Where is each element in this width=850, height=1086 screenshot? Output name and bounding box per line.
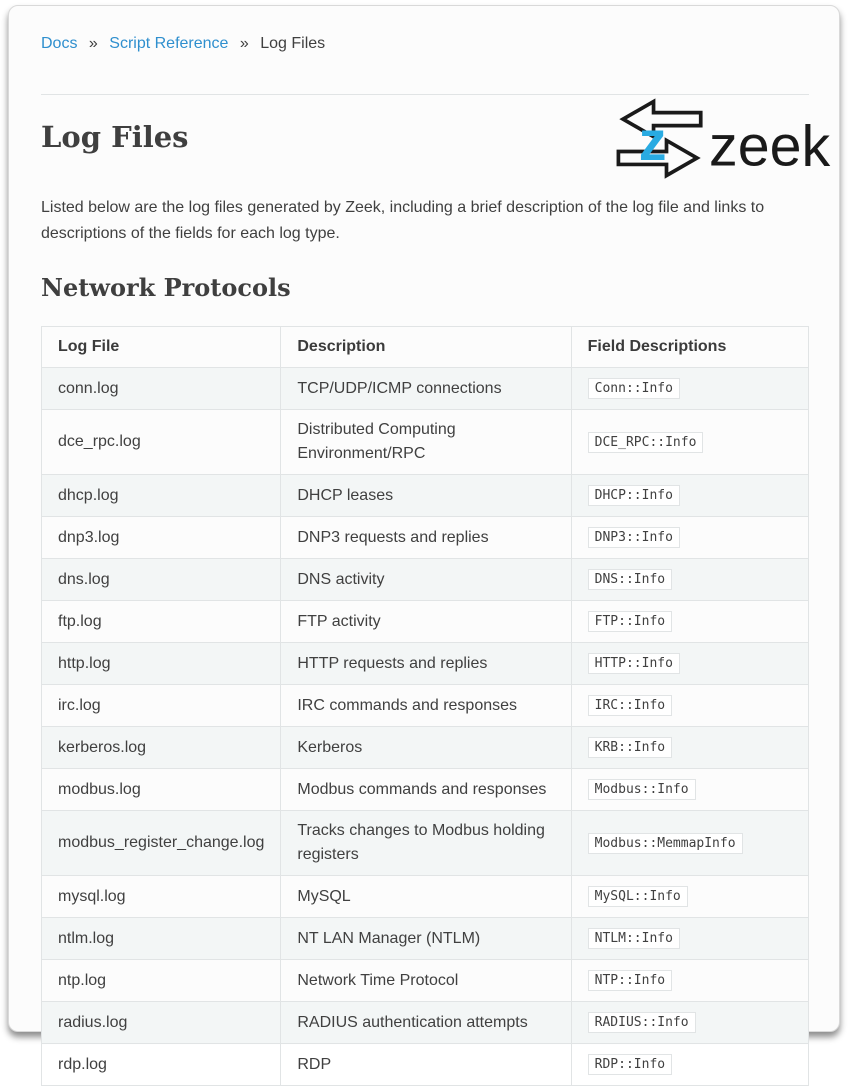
field-record-link[interactable]: DHCP::Info bbox=[588, 485, 680, 506]
table-row bbox=[42, 559, 809, 601]
log-file-cell: ftp.log bbox=[42, 601, 281, 643]
field-description-cell bbox=[571, 559, 808, 601]
field-record-link[interactable]: KRB::Info bbox=[588, 737, 672, 758]
description-cell: IRC commands and responses bbox=[281, 685, 571, 727]
log-file-cell: dce_rpc.log bbox=[42, 410, 281, 475]
log-file-cell: dns.log bbox=[42, 559, 281, 601]
field-description-cell bbox=[571, 410, 808, 475]
breadcrumb-separator: » bbox=[239, 35, 249, 52]
field-description-cell bbox=[571, 1002, 808, 1044]
breadcrumb-separator: » bbox=[88, 35, 98, 52]
field-record-link[interactable]: Modbus::MemmapInfo bbox=[588, 833, 743, 854]
zeek-logo bbox=[611, 92, 833, 186]
log-file-cell: radius.log bbox=[42, 1002, 281, 1044]
log-file-cell: ntp.log bbox=[42, 960, 281, 1002]
logo-wordmark: zeek bbox=[709, 114, 831, 179]
table-row bbox=[42, 685, 809, 727]
description-cell: DHCP leases bbox=[281, 475, 571, 517]
field-record-link[interactable]: RADIUS::Info bbox=[588, 1012, 696, 1033]
field-description-cell bbox=[571, 643, 808, 685]
section-title-network-protocols: Network Protocols bbox=[41, 273, 291, 302]
log-file-cell: mysql.log bbox=[42, 876, 281, 918]
description-cell: Modbus commands and responses bbox=[281, 769, 571, 811]
field-description-cell bbox=[571, 601, 808, 643]
field-description-cell bbox=[571, 727, 808, 769]
field-description-cell bbox=[571, 475, 808, 517]
log-file-cell: irc.log bbox=[42, 685, 281, 727]
intro-paragraph: Listed below are the log files generated by Zeek, including a brief description of the log file and links to descriptions of the fields for each log type. bbox=[41, 199, 765, 242]
description-cell: RDP bbox=[281, 1044, 571, 1086]
breadcrumb-current-page: Log Files bbox=[260, 35, 326, 52]
field-record-link[interactable]: MySQL::Info bbox=[588, 886, 688, 907]
description-cell: TCP/UDP/ICMP connections bbox=[281, 368, 571, 410]
log-file-cell: kerberos.log bbox=[42, 727, 281, 769]
table-row bbox=[42, 769, 809, 811]
field-record-link[interactable]: IRC::Info bbox=[588, 695, 672, 716]
description-cell: Tracks changes to Modbus holding registers bbox=[281, 811, 571, 876]
field-description-cell bbox=[571, 918, 808, 960]
logo-z-letter: z bbox=[638, 109, 667, 172]
description-cell: DNS activity bbox=[281, 559, 571, 601]
field-description-cell bbox=[571, 1044, 808, 1086]
log-file-cell: ntlm.log bbox=[42, 918, 281, 960]
field-record-link[interactable]: DNP3::Info bbox=[588, 527, 680, 548]
zeek-logo-graphic bbox=[611, 92, 833, 186]
table-row bbox=[42, 1002, 809, 1044]
table-row bbox=[42, 517, 809, 559]
table-row bbox=[42, 475, 809, 517]
field-record-link[interactable]: HTTP::Info bbox=[588, 653, 680, 674]
table-row bbox=[42, 727, 809, 769]
breadcrumb-link-docs[interactable]: Docs bbox=[41, 35, 78, 52]
log-file-cell: conn.log bbox=[42, 368, 281, 410]
field-description-cell bbox=[571, 876, 808, 918]
description-cell: Kerberos bbox=[281, 727, 571, 769]
description-cell: RADIUS authentication attempts bbox=[281, 1002, 571, 1044]
breadcrumb bbox=[41, 34, 809, 53]
field-record-link[interactable]: DNS::Info bbox=[588, 569, 672, 590]
field-description-cell bbox=[571, 811, 808, 876]
table-row bbox=[42, 811, 809, 876]
column-header-description: Description bbox=[281, 327, 571, 368]
page-title: Log Files bbox=[41, 120, 189, 154]
description-cell: FTP activity bbox=[281, 601, 571, 643]
field-description-cell bbox=[571, 769, 808, 811]
field-record-link[interactable]: NTLM::Info bbox=[588, 928, 680, 949]
log-file-cell: modbus.log bbox=[42, 769, 281, 811]
field-record-link[interactable]: RDP::Info bbox=[588, 1054, 672, 1075]
table-row bbox=[42, 410, 809, 475]
description-cell: MySQL bbox=[281, 876, 571, 918]
description-cell: DNP3 requests and replies bbox=[281, 517, 571, 559]
field-description-cell bbox=[571, 685, 808, 727]
table-row bbox=[42, 960, 809, 1002]
log-file-cell: modbus_register_change.log bbox=[42, 811, 281, 876]
table-row bbox=[42, 601, 809, 643]
table-row bbox=[42, 876, 809, 918]
log-file-cell: dnp3.log bbox=[42, 517, 281, 559]
field-description-cell bbox=[571, 368, 808, 410]
field-record-link[interactable]: FTP::Info bbox=[588, 611, 672, 632]
field-description-cell bbox=[571, 517, 808, 559]
field-record-link[interactable]: DCE_RPC::Info bbox=[588, 432, 704, 453]
table-row bbox=[42, 918, 809, 960]
description-cell: Network Time Protocol bbox=[281, 960, 571, 1002]
log-file-cell: dhcp.log bbox=[42, 475, 281, 517]
breadcrumb-link-script-reference[interactable]: Script Reference bbox=[109, 35, 229, 52]
column-header-field-descriptions: Field Descriptions bbox=[571, 327, 808, 368]
table-row bbox=[42, 643, 809, 685]
doc-content bbox=[9, 6, 839, 1073]
description-cell: NT LAN Manager (NTLM) bbox=[281, 918, 571, 960]
log-file-cell: rdp.log bbox=[42, 1044, 281, 1086]
page-frame bbox=[8, 5, 840, 1073]
description-cell: Distributed Computing Environment/RPC bbox=[281, 410, 571, 475]
log-files-table bbox=[41, 326, 809, 1086]
field-record-link[interactable]: Modbus::Info bbox=[588, 779, 696, 800]
table-header bbox=[42, 327, 809, 368]
column-header-log-file: Log File bbox=[42, 327, 281, 368]
log-file-cell: http.log bbox=[42, 643, 281, 685]
description-cell: HTTP requests and replies bbox=[281, 643, 571, 685]
table-row bbox=[42, 1044, 809, 1086]
field-description-cell bbox=[571, 960, 808, 1002]
table-row bbox=[42, 368, 809, 410]
field-record-link[interactable]: Conn::Info bbox=[588, 378, 680, 399]
field-record-link[interactable]: NTP::Info bbox=[588, 970, 672, 991]
